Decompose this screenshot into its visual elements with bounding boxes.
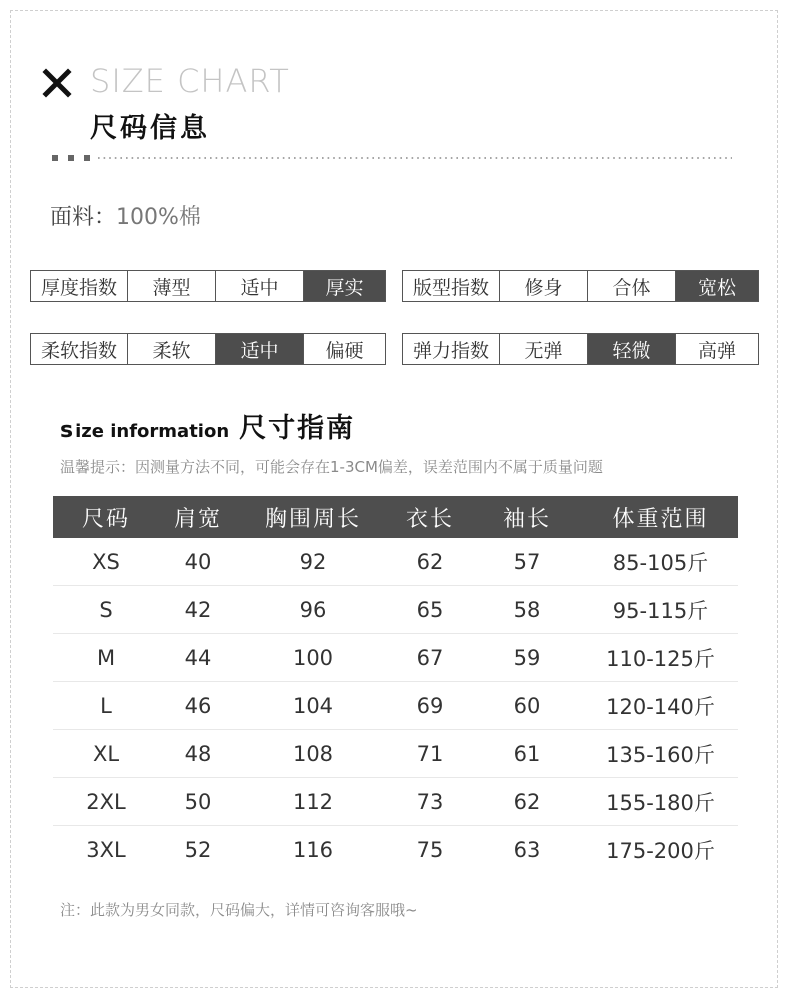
dotted-divider	[52, 152, 732, 164]
cell-size: XL	[53, 730, 159, 778]
table-row	[53, 586, 738, 634]
softness-indicator	[30, 333, 386, 365]
cell-sleeve: 62	[471, 778, 583, 826]
indicator-option: 适中	[216, 334, 304, 364]
cell-weight: 175-200斤	[606, 838, 715, 863]
cell-shoulder: 52	[184, 837, 212, 862]
header-length: 衣长	[389, 496, 471, 538]
cell-sleeve: 57	[471, 538, 583, 586]
cell-size: L	[53, 682, 159, 730]
indicator-option: 偏硬	[325, 339, 364, 362]
cell-size: 3XL	[86, 837, 126, 862]
cell-weight: 95-115斤	[583, 586, 738, 634]
size-table	[53, 496, 738, 873]
size-info-title: 尺码信息	[90, 113, 210, 144]
indicator-option: 厚实	[304, 271, 385, 301]
indicator-label: 版型指数	[403, 271, 500, 301]
cell-sleeve: 61	[471, 730, 583, 778]
cell-size: XS	[53, 538, 159, 586]
cell-length: 67	[389, 634, 471, 682]
cell-length: 71	[389, 730, 471, 778]
cell-chest: 96	[237, 586, 389, 634]
cell-shoulder: 50	[159, 778, 237, 826]
cell-weight: 135-160斤	[583, 730, 738, 778]
cell-shoulder: 42	[159, 586, 237, 634]
elasticity-indicator	[402, 333, 759, 365]
table-row	[53, 778, 738, 826]
cell-chest: 100	[237, 634, 389, 682]
size-chart-title: SIZE CHART	[90, 62, 290, 100]
cell-shoulder: 40	[159, 538, 237, 586]
cell-chest: 92	[237, 538, 389, 586]
cell-size: M	[53, 634, 159, 682]
indicator-label: 厚度指数	[31, 271, 128, 301]
fit-indicator	[402, 270, 759, 302]
cell-length: 73	[389, 778, 471, 826]
indicator-option: 适中	[216, 271, 304, 301]
cell-sleeve: 63	[513, 837, 541, 862]
cell-sleeve: 59	[471, 634, 583, 682]
indicator-label: 弹力指数	[403, 334, 500, 364]
header-sleeve: 袖长	[471, 496, 583, 538]
header-weight: 体重范围	[583, 496, 738, 538]
thickness-indicator	[30, 270, 386, 302]
indicator-option: 高弹	[697, 339, 736, 362]
cell-sleeve: 58	[471, 586, 583, 634]
footnote: 注：此款为男女同款，尺码偏大，详情可咨询客服哦~	[60, 901, 418, 919]
header-size: 尺码	[53, 496, 159, 538]
cell-length: 65	[389, 586, 471, 634]
fabric-value: 100%棉	[116, 205, 201, 230]
table-row	[53, 730, 738, 778]
fabric-label: 面料：	[50, 205, 117, 230]
indicator-label: 柔软指数	[31, 334, 128, 364]
cell-weight: 120-140斤	[583, 682, 738, 730]
cell-chest: 104	[237, 682, 389, 730]
header-chest: 胸围周长	[237, 496, 389, 538]
cell-weight: 110-125斤	[583, 634, 738, 682]
cell-shoulder: 48	[159, 730, 237, 778]
indicator-option: 柔软	[128, 334, 216, 364]
cell-size: S	[53, 586, 159, 634]
cell-chest: 116	[292, 837, 334, 862]
indicator-option: 修身	[500, 271, 588, 301]
table-row	[53, 538, 738, 586]
cell-chest: 108	[237, 730, 389, 778]
cell-chest: 112	[237, 778, 389, 826]
cell-size: 2XL	[53, 778, 159, 826]
cell-length: 75	[416, 837, 444, 862]
cell-sleeve: 60	[471, 682, 583, 730]
close-icon	[42, 68, 72, 98]
cell-weight: 85-105斤	[583, 538, 738, 586]
guide-title-cn: 尺寸指南	[239, 413, 356, 444]
header-shoulder: 肩宽	[159, 496, 237, 538]
table-row	[53, 634, 738, 682]
measurement-tip: 温馨提示：因测量方法不同，可能会存在1-3CM偏差，误差范围内不属于质量问题	[60, 458, 603, 476]
indicator-option: 无弹	[500, 334, 588, 364]
table-row	[53, 682, 738, 730]
indicator-option: 合体	[588, 271, 676, 301]
table-header-row	[53, 496, 738, 538]
cell-shoulder: 46	[159, 682, 237, 730]
cell-shoulder: 44	[159, 634, 237, 682]
size-guide-title	[60, 406, 355, 445]
cell-weight: 155-180斤	[583, 778, 738, 826]
cell-length: 62	[389, 538, 471, 586]
indicator-option: 轻微	[588, 334, 676, 364]
fabric-info	[50, 200, 201, 231]
indicator-option: 宽松	[676, 271, 758, 301]
table-row	[53, 826, 738, 874]
guide-title-en: ize information	[75, 421, 230, 442]
guide-title-en-first: s	[60, 418, 74, 443]
indicator-option: 薄型	[128, 271, 216, 301]
cell-length: 69	[389, 682, 471, 730]
